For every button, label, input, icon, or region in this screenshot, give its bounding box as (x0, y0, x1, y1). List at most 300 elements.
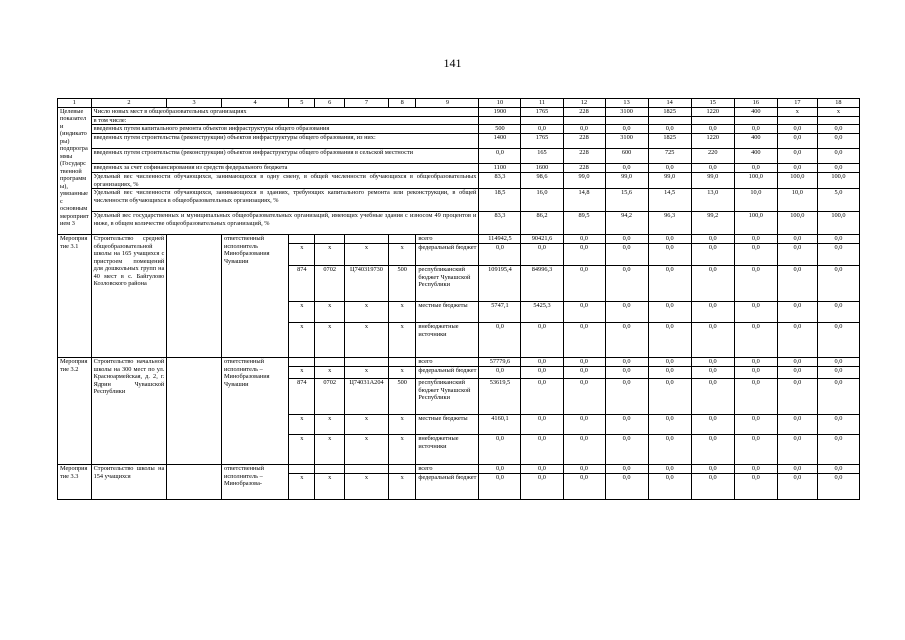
funding-value: 0,0 (521, 244, 563, 266)
budget-code-type: x (389, 435, 416, 465)
budget-code-type: x (389, 415, 416, 435)
funding-value: 0,0 (777, 435, 817, 465)
funding-value: 0,0 (777, 358, 817, 367)
funding-value: 0,0 (734, 358, 777, 367)
target-row (58, 125, 860, 134)
target-value: 99,0 (563, 173, 605, 189)
budget-code-section: x (315, 302, 344, 323)
target-value: x (777, 107, 817, 116)
funding-value: 0,0 (777, 415, 817, 435)
target-value: 14,8 (563, 189, 605, 212)
funding-value: 0,0 (479, 435, 521, 465)
funding-value: 0,0 (777, 323, 817, 358)
funding-value: 0,0 (605, 474, 648, 500)
funding-value: 0,0 (605, 367, 648, 379)
target-value (479, 116, 521, 125)
funding-value: 0,0 (563, 474, 605, 500)
target-row (58, 173, 860, 189)
funding-value: 0,0 (605, 235, 648, 244)
funding-value: 0,0 (479, 367, 521, 379)
target-value: x (817, 107, 859, 116)
column-number: 10 (479, 99, 521, 108)
budget-code-section: x (315, 415, 344, 435)
target-row (58, 116, 860, 125)
target-value: 0,0 (479, 149, 521, 164)
target-value (691, 116, 734, 125)
funding-value: 0,0 (817, 244, 859, 266)
column-number: 1 (58, 99, 92, 108)
funding-value: 0,0 (777, 367, 817, 379)
funding-value: 0,0 (734, 302, 777, 323)
column-number: 16 (734, 99, 777, 108)
funding-value: 0,0 (734, 266, 777, 302)
funding-value: 0,0 (691, 435, 734, 465)
funding-value: 0,0 (563, 379, 605, 415)
funding-value: 0,0 (817, 266, 859, 302)
funding-source: всего (416, 465, 479, 474)
funding-value: 0,0 (817, 367, 859, 379)
funding-source: федеральный бюджет (416, 474, 479, 500)
target-row (58, 149, 860, 164)
target-value: 0,0 (648, 125, 691, 134)
budget-code-section: x (315, 435, 344, 465)
budget-code-section: 0702 (315, 266, 344, 302)
funding-value: 0,0 (648, 358, 691, 367)
funding-value: 0,0 (479, 244, 521, 266)
target-label: в том числе: (91, 116, 479, 125)
funding-value: 0,0 (817, 235, 859, 244)
funding-value: 5747,1 (479, 302, 521, 323)
target-value: 15,6 (605, 189, 648, 212)
measure-description: Строительство школы на 154 учащихся (91, 465, 167, 500)
measure-row (58, 465, 860, 474)
target-label: введенных путем строительства (реконструкции) объектов инфраструктуры общего образования в сельской местности (91, 149, 479, 164)
funding-value: 0,0 (734, 367, 777, 379)
funding-value: 0,0 (691, 358, 734, 367)
column-number: 5 (289, 99, 315, 108)
funding-value: 0,0 (605, 244, 648, 266)
budget-code-type: x (389, 323, 416, 358)
funding-value: 0,0 (648, 235, 691, 244)
target-value: 99,2 (691, 212, 734, 235)
funding-value: 0,0 (605, 465, 648, 474)
target-value: 14,5 (648, 189, 691, 212)
target-value: 1765 (521, 134, 563, 149)
column-number: 8 (389, 99, 416, 108)
funding-value: 0,0 (817, 415, 859, 435)
funding-value: 0,0 (817, 465, 859, 474)
budget-code-target (344, 465, 388, 474)
target-value (734, 116, 777, 125)
column-number: 18 (817, 99, 859, 108)
measure-name: Мероприятие 3.2 (58, 358, 92, 465)
funding-value: 0,0 (777, 235, 817, 244)
funding-source: республиканский бюджет Чувашской Республики (416, 266, 479, 302)
column-number: 12 (563, 99, 605, 108)
funding-value: 0,0 (563, 323, 605, 358)
target-value: 1220 (691, 107, 734, 116)
target-value: 1825 (648, 107, 691, 116)
measure-name: Мероприятие 3.3 (58, 465, 92, 500)
target-value: 400 (734, 134, 777, 149)
budget-code-target: x (344, 244, 388, 266)
target-row (58, 164, 860, 173)
funding-value: 0,0 (734, 323, 777, 358)
funding-value: 0,0 (563, 244, 605, 266)
target-value: 0,0 (817, 125, 859, 134)
target-value: 89,5 (563, 212, 605, 235)
funding-value: 0,0 (691, 465, 734, 474)
funding-value: 0,0 (777, 465, 817, 474)
column-number: 15 (691, 99, 734, 108)
target-value: 0,0 (563, 125, 605, 134)
target-value: 100,0 (734, 173, 777, 189)
column-number: 7 (344, 99, 388, 108)
budget-code-section: x (315, 367, 344, 379)
target-value: 18,5 (479, 189, 521, 212)
target-value: 99,0 (691, 173, 734, 189)
funding-value: 0,0 (605, 415, 648, 435)
budget-code-target (344, 235, 388, 244)
funding-value: 0,0 (691, 415, 734, 435)
measure-responsible: ответственный исполнитель – Минобразова- (221, 465, 288, 500)
funding-source: федеральный бюджет (416, 244, 479, 266)
target-value: 165 (521, 149, 563, 164)
target-value: 0,0 (691, 125, 734, 134)
target-value: 1220 (691, 134, 734, 149)
target-row (58, 189, 860, 212)
funding-value: 0,0 (691, 244, 734, 266)
target-label: Удельный вес численности обучающихся, занимающихся в одну смену, в общей численности обучающихся в общеобразовательных организациях, % (91, 173, 479, 189)
column-number: 13 (605, 99, 648, 108)
funding-value: 0,0 (734, 415, 777, 435)
target-value: 100,0 (817, 173, 859, 189)
target-value: 100,0 (777, 212, 817, 235)
funding-value: 0,0 (479, 465, 521, 474)
funding-value: 0,0 (691, 379, 734, 415)
column-number: 9 (416, 99, 479, 108)
budget-code-section (315, 358, 344, 367)
target-value: 1825 (648, 134, 691, 149)
budget-code-section: x (315, 323, 344, 358)
target-row (58, 212, 860, 235)
funding-value: 0,0 (479, 474, 521, 500)
measure-responsible: ответственный исполнитель Минобразования Чувашии (221, 235, 288, 358)
budget-code-chapter: 874 (289, 379, 315, 415)
budget-code-chapter: x (289, 435, 315, 465)
budget-code-target: x (344, 323, 388, 358)
target-value: 83,3 (479, 212, 521, 235)
funding-value: 0,0 (734, 235, 777, 244)
funding-value: 0,0 (777, 266, 817, 302)
budget-code-target: x (344, 435, 388, 465)
funding-value: 109195,4 (479, 266, 521, 302)
header-row (58, 99, 860, 108)
target-value (648, 116, 691, 125)
funding-value: 90421,6 (521, 235, 563, 244)
budget-code-section: x (315, 244, 344, 266)
column-number: 17 (777, 99, 817, 108)
budget-code-target (344, 358, 388, 367)
funding-value: 0,0 (734, 379, 777, 415)
target-value: 0,0 (691, 164, 734, 173)
funding-value: 0,0 (521, 323, 563, 358)
target-group-label: Целевые показатели (индикаторы) подпрограммы (Государственной программы), увязанные с основным мероприятием 3 (58, 107, 92, 235)
funding-value: 84996,3 (521, 266, 563, 302)
funding-value: 0,0 (521, 465, 563, 474)
page-number: 141 (443, 56, 462, 70)
target-value: 220 (691, 149, 734, 164)
budget-code-type: x (389, 474, 416, 500)
funding-value: 0,0 (605, 266, 648, 302)
column-number: 3 (167, 99, 222, 108)
funding-value: 5425,3 (521, 302, 563, 323)
budget-code-chapter: x (289, 244, 315, 266)
budget-code-type: 500 (389, 379, 416, 415)
funding-source: местные бюджеты (416, 415, 479, 435)
funding-value: 0,0 (563, 302, 605, 323)
measure-empty-cell (167, 358, 222, 465)
funding-value: 0,0 (479, 323, 521, 358)
target-row (58, 107, 860, 116)
funding-value: 53619,5 (479, 379, 521, 415)
funding-value: 0,0 (563, 235, 605, 244)
target-value: 83,3 (479, 173, 521, 189)
funding-value: 0,0 (817, 302, 859, 323)
funding-value: 0,0 (605, 323, 648, 358)
budget-code-section (315, 235, 344, 244)
program-table (57, 98, 860, 500)
target-value: 1100 (479, 164, 521, 173)
target-value: 0,0 (777, 164, 817, 173)
measure-description: Строительство начальной школы на 300 мест по ул. Красноармейская, д. 2, г. Ядрин Чувашской Республики (91, 358, 167, 465)
funding-value: 0,0 (691, 302, 734, 323)
budget-code-type (389, 358, 416, 367)
funding-value: 0,0 (817, 435, 859, 465)
target-value: 228 (563, 149, 605, 164)
target-value: 100,0 (817, 212, 859, 235)
target-value: 0,0 (521, 125, 563, 134)
budget-code-type: x (389, 302, 416, 323)
budget-code-type: x (389, 367, 416, 379)
funding-value: 0,0 (563, 465, 605, 474)
funding-value: 0,0 (734, 465, 777, 474)
funding-value: 0,0 (691, 235, 734, 244)
funding-value: 0,0 (691, 474, 734, 500)
target-label: введенных за счет софинансирования из средств федерального бюджета (91, 164, 479, 173)
funding-value: 0,0 (521, 367, 563, 379)
target-value: 725 (648, 149, 691, 164)
budget-code-target: Ц740319730 (344, 266, 388, 302)
budget-code-type (389, 235, 416, 244)
budget-code-type (389, 465, 416, 474)
target-label: Удельный вес государственных и муниципальных общеобразовательных организаций, имеющих учебные здания с износом 49 процентов и ниже, в общем количестве общеобразовательных организаций, % (91, 212, 479, 235)
funding-value: 0,0 (817, 323, 859, 358)
target-row (58, 134, 860, 149)
funding-source: республиканский бюджет Чувашской Республики (416, 379, 479, 415)
budget-code-section (315, 465, 344, 474)
target-value: 600 (605, 149, 648, 164)
target-label: введенных путем строительства (реконструкции) объектов инфраструктуры общего образования, из них: (91, 134, 479, 149)
funding-value: 0,0 (563, 435, 605, 465)
target-value (605, 116, 648, 125)
target-value: 500 (479, 125, 521, 134)
funding-source: всего (416, 358, 479, 367)
target-value: 0,0 (734, 164, 777, 173)
funding-value: 0,0 (521, 435, 563, 465)
budget-code-chapter: x (289, 474, 315, 500)
target-label: Число новых мест в общеобразовательных организациях (91, 107, 479, 116)
funding-source: внебюджетные источники (416, 323, 479, 358)
target-value: 0,0 (817, 134, 859, 149)
funding-value: 0,0 (777, 379, 817, 415)
funding-source: внебюджетные источники (416, 435, 479, 465)
budget-code-target: x (344, 474, 388, 500)
funding-value: 0,0 (648, 244, 691, 266)
measure-row (58, 235, 860, 244)
budget-code-chapter: 874 (289, 266, 315, 302)
funding-value: 0,0 (817, 379, 859, 415)
target-value: 228 (563, 164, 605, 173)
target-value: 99,0 (605, 173, 648, 189)
funding-value: 114942,5 (479, 235, 521, 244)
budget-code-chapter (289, 235, 315, 244)
budget-code-chapter: x (289, 323, 315, 358)
funding-value: 0,0 (563, 415, 605, 435)
funding-value: 0,0 (648, 323, 691, 358)
funding-value: 0,0 (691, 266, 734, 302)
target-value: 100,0 (734, 212, 777, 235)
funding-value: 0,0 (817, 358, 859, 367)
funding-source: местные бюджеты (416, 302, 479, 323)
funding-value: 0,0 (777, 474, 817, 500)
funding-value: 0,0 (521, 415, 563, 435)
funding-source: всего (416, 235, 479, 244)
target-value: 13,0 (691, 189, 734, 212)
target-value: 0,0 (817, 149, 859, 164)
funding-value: 0,0 (563, 266, 605, 302)
funding-value: 0,0 (605, 379, 648, 415)
target-value: 0,0 (817, 164, 859, 173)
target-value: 1600 (521, 164, 563, 173)
target-value: 0,0 (648, 164, 691, 173)
column-number: 11 (521, 99, 563, 108)
funding-value: 0,0 (521, 474, 563, 500)
funding-value: 0,0 (734, 244, 777, 266)
funding-value: 0,0 (605, 435, 648, 465)
funding-value: 0,0 (521, 358, 563, 367)
funding-value: 0,0 (563, 358, 605, 367)
target-value: 0,0 (734, 125, 777, 134)
budget-code-target: x (344, 367, 388, 379)
measure-row (58, 358, 860, 367)
budget-code-type: 500 (389, 266, 416, 302)
target-value (817, 116, 859, 125)
funding-value: 0,0 (648, 435, 691, 465)
measure-responsible: ответственный исполнитель – Минобразования Чувашии (221, 358, 288, 465)
funding-value: 0,0 (605, 302, 648, 323)
target-value: 400 (734, 149, 777, 164)
budget-code-target: Ц74031А204 (344, 379, 388, 415)
funding-value: 0,0 (777, 244, 817, 266)
funding-value: 0,0 (691, 323, 734, 358)
budget-code-chapter (289, 358, 315, 367)
target-value: 98,6 (521, 173, 563, 189)
column-number: 6 (315, 99, 344, 108)
target-value: 1900 (479, 107, 521, 116)
funding-value: 0,0 (605, 358, 648, 367)
funding-value: 0,0 (777, 302, 817, 323)
budget-code-section: x (315, 474, 344, 500)
target-value: 5,0 (817, 189, 859, 212)
measure-empty-cell (167, 235, 222, 358)
funding-source: федеральный бюджет (416, 367, 479, 379)
budget-code-target: x (344, 415, 388, 435)
measure-description: Строительство средней общеобразовательной школы на 165 учащихся с пристроем помещений для дошкольных групп на 40 мест в с. Байгулово Козловского района (91, 235, 167, 358)
target-value: 10,0 (734, 189, 777, 212)
target-value: 0,0 (605, 164, 648, 173)
target-value: 228 (563, 134, 605, 149)
funding-value: 0,0 (563, 367, 605, 379)
target-value: 99,0 (648, 173, 691, 189)
target-value: 1400 (479, 134, 521, 149)
target-value: 0,0 (777, 125, 817, 134)
funding-value: 0,0 (734, 435, 777, 465)
funding-value: 0,0 (648, 465, 691, 474)
funding-value: 0,0 (648, 367, 691, 379)
target-value: 1765 (521, 107, 563, 116)
target-value (563, 116, 605, 125)
budget-code-type: x (389, 244, 416, 266)
column-number: 14 (648, 99, 691, 108)
budget-code-chapter: x (289, 302, 315, 323)
funding-value: 0,0 (648, 474, 691, 500)
target-label: введенных путем капитального ремонта объектов инфраструктуры общего образования (91, 125, 479, 134)
target-value (777, 116, 817, 125)
column-number: 4 (221, 99, 288, 108)
funding-value: 0,0 (648, 379, 691, 415)
budget-code-section: 0702 (315, 379, 344, 415)
budget-code-target: x (344, 302, 388, 323)
funding-value: 57779,6 (479, 358, 521, 367)
target-label: Удельный вес численности обучающихся, занимающихся в зданиях, требующих капитального ремонта или реконструкции, в общей численности обучающихся в общеобразовательных организациях, % (91, 189, 479, 212)
funding-value: 0,0 (648, 266, 691, 302)
target-value: 86,2 (521, 212, 563, 235)
target-value (521, 116, 563, 125)
target-value: 0,0 (605, 125, 648, 134)
column-number: 2 (91, 99, 167, 108)
target-value: 10,0 (777, 189, 817, 212)
target-value: 400 (734, 107, 777, 116)
target-value: 0,0 (777, 149, 817, 164)
target-value: 96,3 (648, 212, 691, 235)
budget-code-chapter: x (289, 367, 315, 379)
funding-value: 4160,1 (479, 415, 521, 435)
funding-value: 0,0 (691, 367, 734, 379)
target-value: 3100 (605, 107, 648, 116)
funding-value: 0,0 (521, 379, 563, 415)
target-value: 228 (563, 107, 605, 116)
target-value: 16,0 (521, 189, 563, 212)
target-value: 100,0 (777, 173, 817, 189)
measure-name: Мероприятие 3.1 (58, 235, 92, 358)
funding-value: 0,0 (817, 474, 859, 500)
funding-value: 0,0 (648, 415, 691, 435)
budget-code-chapter (289, 465, 315, 474)
target-value: 94,2 (605, 212, 648, 235)
measure-empty-cell (167, 465, 222, 500)
funding-value: 0,0 (734, 474, 777, 500)
